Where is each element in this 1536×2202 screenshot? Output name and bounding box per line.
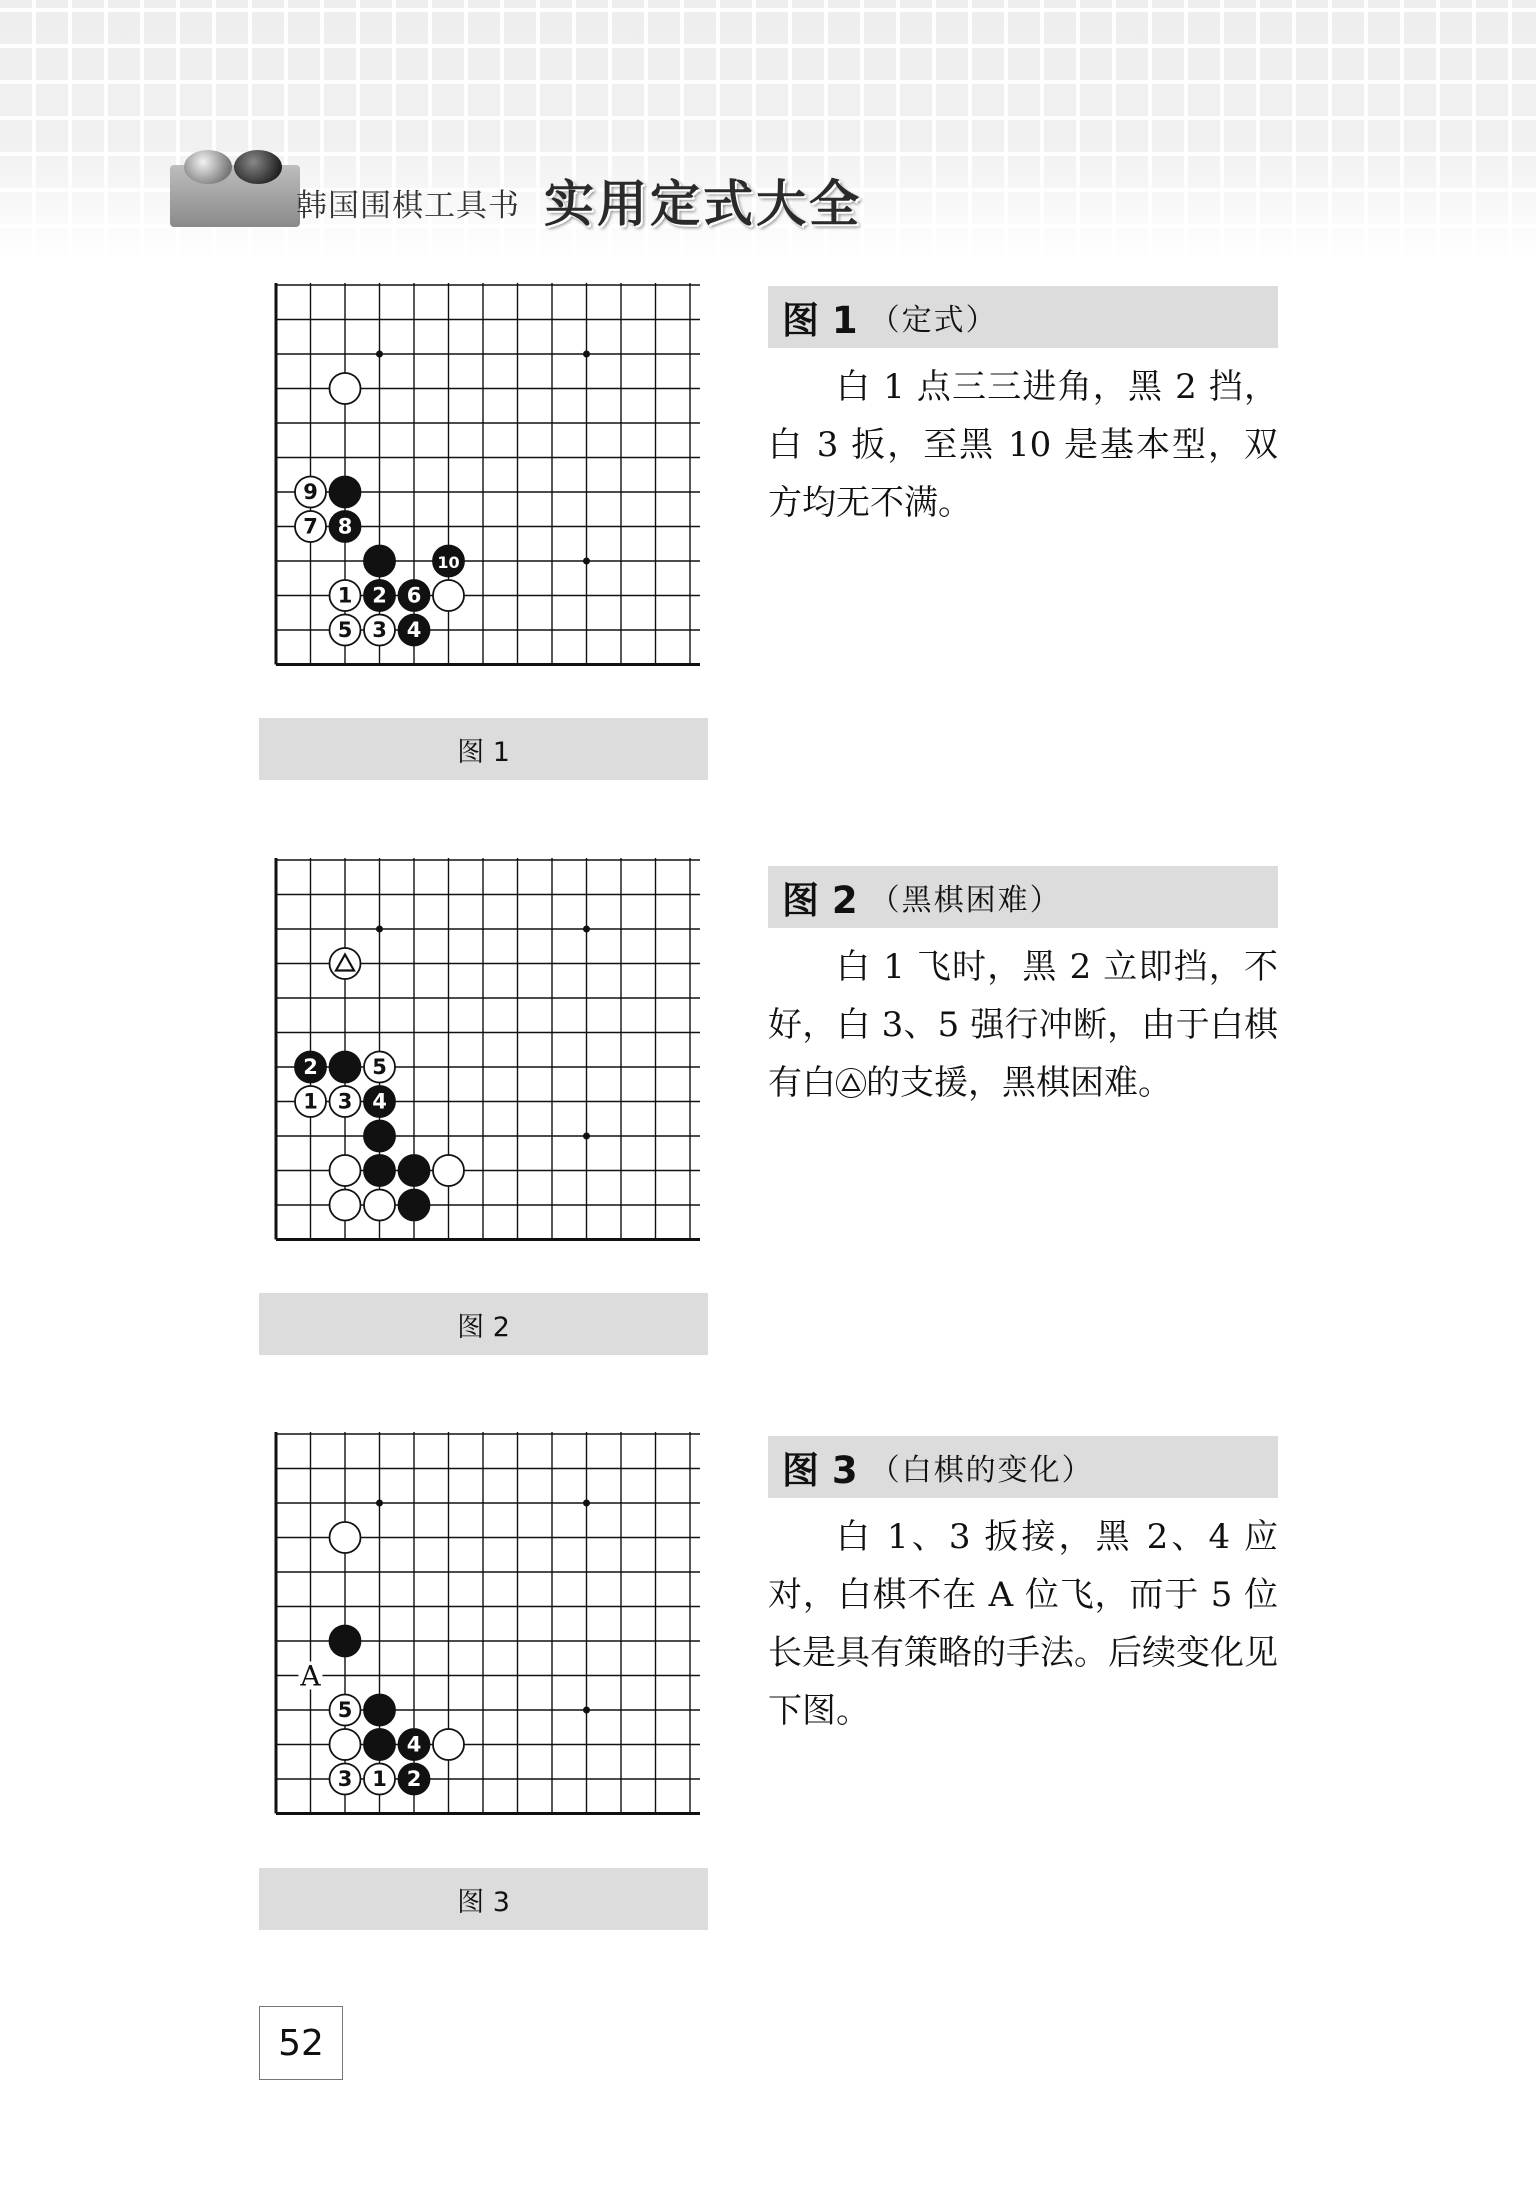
figure-3-subtitle: （白棋的变化） — [869, 1453, 1094, 1488]
white-stone — [433, 580, 464, 611]
white-stone — [295, 1086, 326, 1117]
stone-move-number: 5 — [372, 1055, 387, 1079]
stone-disc — [330, 1729, 361, 1760]
stone-disc — [399, 1155, 430, 1186]
white-bowl-icon — [184, 150, 232, 184]
stone-move-number: 1 — [303, 1089, 318, 1114]
figure-2-text: 白 1 飞时，黑 2 立即挡，不好，白 3、5 强行冲断，由于白棋有白 — [768, 947, 1278, 1103]
stone-disc — [433, 580, 464, 611]
go-board-figure-3 — [274, 1432, 710, 1832]
stone-disc — [364, 1729, 395, 1760]
stone-move-number: 10 — [437, 553, 460, 572]
white-stone — [330, 1764, 361, 1795]
white-triangle-stone-icon — [836, 1068, 866, 1098]
stone-move-number: 5 — [337, 618, 353, 642]
stone-disc — [364, 1155, 395, 1186]
star-point — [376, 351, 383, 358]
white-stone — [295, 511, 326, 542]
white-stone — [330, 1190, 361, 1221]
figure-1-description: 白 1 点三三进角，黑 2 挡，白 3 扳，至黑 10 是基本型，双方均无不满。 — [768, 367, 1278, 523]
black-stone — [399, 1190, 430, 1221]
book-title: 实用定式大全 — [544, 174, 862, 233]
white-stone — [433, 1729, 464, 1760]
figure-2-description — [768, 938, 1278, 1112]
go-board-figure-1 — [274, 283, 710, 683]
black-bowl-icon — [234, 150, 282, 184]
black-stone — [364, 1155, 395, 1186]
figure-2-heading — [768, 866, 1278, 928]
stone-disc — [330, 1155, 361, 1186]
white-stone — [330, 615, 361, 646]
white-stone — [364, 1190, 395, 1221]
stone-move-number: 4 — [406, 618, 422, 642]
star-point — [376, 926, 383, 933]
stone-disc — [364, 1190, 395, 1221]
stone-disc — [330, 1190, 361, 1221]
figure-1-number: 图 1 — [782, 299, 858, 342]
stone-move-number: 2 — [406, 1767, 422, 1791]
white-stone — [330, 580, 361, 611]
stone-disc — [330, 373, 361, 404]
stone-disc — [330, 1522, 361, 1553]
figure-3-heading — [768, 1436, 1278, 1498]
black-stone — [399, 1764, 430, 1795]
stone-disc — [364, 1121, 395, 1152]
figure-1-caption: 图 1 — [259, 718, 708, 780]
black-stone — [330, 477, 361, 508]
star-point — [583, 926, 590, 933]
stone-disc — [399, 1190, 430, 1221]
white-stone — [330, 373, 361, 404]
white-stone — [330, 1522, 361, 1553]
figure-1-subtitle: （定式） — [869, 303, 998, 338]
stone-move-number: 8 — [337, 514, 353, 539]
stone-disc — [364, 546, 395, 577]
black-stone — [433, 546, 464, 577]
star-point — [583, 1707, 590, 1714]
stone-disc — [364, 1695, 395, 1726]
black-stone — [330, 1626, 361, 1657]
series-title: 韩国围棋工具书 — [296, 188, 520, 224]
stone-move-number: 4 — [406, 1732, 422, 1757]
white-stone — [330, 948, 361, 979]
stone-move-number: 9 — [303, 480, 318, 504]
stone-disc — [433, 1729, 464, 1760]
stone-disc — [330, 1626, 361, 1657]
black-stone — [399, 580, 430, 611]
black-stone — [399, 1155, 430, 1186]
page-header — [0, 0, 1536, 260]
black-stone — [364, 546, 395, 577]
white-stone — [433, 1155, 464, 1186]
black-stone — [364, 1729, 395, 1760]
stone-move-number: 5 — [337, 1698, 353, 1722]
star-point — [583, 1133, 590, 1140]
star-point — [583, 558, 590, 565]
black-stone — [364, 1086, 395, 1117]
stone-move-number: 1 — [337, 583, 353, 608]
star-point — [583, 1500, 590, 1507]
stone-disc — [330, 477, 361, 508]
black-stone — [330, 511, 361, 542]
stone-move-number: 6 — [406, 583, 422, 608]
stone-move-number: 3 — [337, 1089, 353, 1114]
figure-1-heading — [768, 286, 1278, 348]
stone-move-number: 4 — [372, 1089, 387, 1114]
black-stone — [330, 1052, 361, 1083]
stone-move-number: 2 — [372, 583, 387, 608]
figure-3-number: 图 3 — [782, 1449, 858, 1492]
black-stone — [399, 1729, 430, 1760]
figure-3-caption: 图 3 — [259, 1868, 708, 1930]
stone-move-number: 2 — [303, 1055, 318, 1079]
white-stone — [330, 1086, 361, 1117]
white-stone — [364, 1764, 395, 1795]
white-stone — [330, 1695, 361, 1726]
figure-2-caption: 图 2 — [259, 1293, 708, 1355]
black-stone — [364, 1121, 395, 1152]
figure-2-subtitle: （黑棋困难） — [869, 883, 1062, 918]
figure-2-number: 图 2 — [782, 879, 858, 922]
point-label-a: A — [300, 1659, 321, 1693]
white-stone — [295, 477, 326, 508]
white-stone — [364, 615, 395, 646]
stone-move-number: 3 — [372, 618, 387, 642]
figure-2-text-end: 的支援，黑棋困难。 — [866, 1063, 1172, 1103]
figure-3-description: 白 1、3 扳接，黑 2、4 应对，白棋不在 A 位飞，而于 5 位长是具有策略的手法。后续变化见下图。 — [768, 1517, 1278, 1731]
stone-move-number: 3 — [337, 1767, 353, 1791]
star-point — [583, 351, 590, 358]
stone-move-number: 1 — [372, 1767, 387, 1791]
stone-disc — [330, 1052, 361, 1083]
black-stone — [364, 1695, 395, 1726]
black-stone — [399, 615, 430, 646]
black-stone — [295, 1052, 326, 1083]
page-number: 52 — [259, 2006, 343, 2080]
white-stone — [364, 1052, 395, 1083]
star-point — [376, 1500, 383, 1507]
black-stone — [364, 580, 395, 611]
stone-move-number: 7 — [303, 514, 318, 539]
white-stone — [330, 1729, 361, 1760]
white-stone — [330, 1155, 361, 1186]
go-board-figure-2 — [274, 858, 710, 1258]
stone-disc — [433, 1155, 464, 1186]
